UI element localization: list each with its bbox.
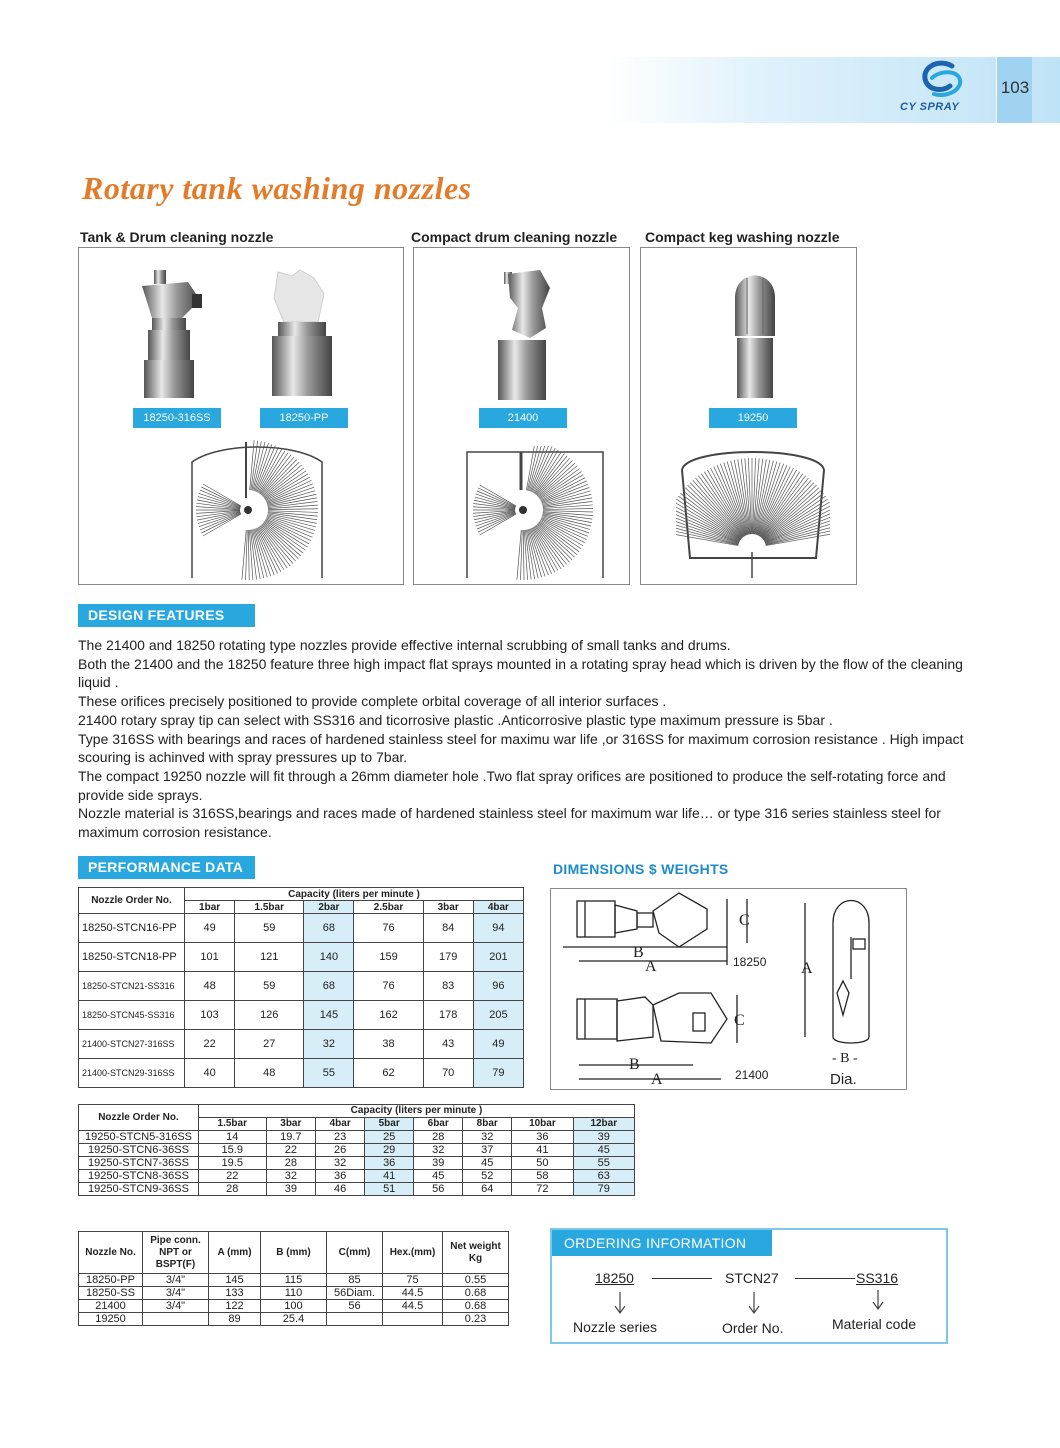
page-number: 103 bbox=[1000, 78, 1030, 97]
dim-label-b-18250: B bbox=[633, 944, 644, 961]
product-col1-title: Tank & Drum cleaning nozzle bbox=[80, 229, 274, 245]
capacity-value: 121 bbox=[235, 943, 304, 972]
t3-header: Net weight Kg bbox=[443, 1232, 509, 1274]
dimension-value: 25.4 bbox=[261, 1313, 327, 1326]
spray-ray bbox=[537, 524, 572, 560]
page-title: Rotary tank washing nozzles bbox=[82, 170, 472, 206]
capacity-value: 84 bbox=[423, 914, 473, 943]
dimension-value bbox=[327, 1313, 383, 1326]
t3-header: B (mm) bbox=[261, 1232, 327, 1274]
capacity-value: 32 bbox=[304, 1030, 354, 1059]
t3-header: Hex.(mm) bbox=[383, 1232, 443, 1274]
capacity-value: 32 bbox=[414, 1144, 463, 1157]
capacity-value: 94 bbox=[473, 914, 523, 943]
capacity-value: 32 bbox=[266, 1170, 316, 1183]
dim-label-21400: 21400 bbox=[735, 1068, 769, 1082]
dimensions-weights-table bbox=[78, 1231, 509, 1326]
dimension-value: 44.5 bbox=[383, 1300, 443, 1313]
capacity-value: 68 bbox=[304, 914, 354, 943]
t2-pressure: 4bar bbox=[316, 1118, 365, 1131]
table-row bbox=[79, 1313, 509, 1326]
capacity-value: 49 bbox=[473, 1030, 523, 1059]
dimension-value: 75 bbox=[383, 1274, 443, 1287]
spray-ray bbox=[758, 468, 793, 535]
capacity-value: 68 bbox=[304, 972, 354, 1001]
spray-ray bbox=[763, 490, 821, 539]
dim-label-a-19250: A bbox=[801, 960, 813, 977]
spray-ray bbox=[478, 488, 516, 507]
capacity-value: 76 bbox=[354, 914, 423, 943]
nozzle-order-no: 19250-STCN7-36SS bbox=[79, 1157, 199, 1170]
capacity-value: 36 bbox=[365, 1157, 414, 1170]
capacity-value: 43 bbox=[423, 1030, 473, 1059]
capacity-value: 25 bbox=[365, 1131, 414, 1144]
capacity-value: 41 bbox=[512, 1144, 573, 1157]
performance-table-1 bbox=[78, 887, 524, 1088]
spray-ray bbox=[255, 529, 271, 576]
capacity-value: 72 bbox=[512, 1183, 573, 1196]
capacity-value: 22 bbox=[185, 1030, 235, 1059]
dimension-value: 3/4" bbox=[143, 1287, 209, 1300]
table-row bbox=[79, 1059, 524, 1088]
dim-label-a-21400: A bbox=[651, 1071, 663, 1088]
table-row bbox=[79, 1183, 635, 1196]
dimension-drawings bbox=[551, 889, 906, 1089]
capacity-value: 45 bbox=[463, 1157, 512, 1170]
t1-pressure: 3bar bbox=[423, 901, 473, 914]
nozzle-order-no: 18250-STCN21-SS316 bbox=[79, 972, 185, 1001]
dimension-value: 56 bbox=[327, 1300, 383, 1313]
dimension-value: 0.23 bbox=[443, 1313, 509, 1326]
dim-label-dia: Dia. bbox=[830, 1071, 857, 1088]
t1-pressure: 2bar bbox=[304, 901, 354, 914]
capacity-value: 103 bbox=[185, 1001, 235, 1030]
spray-ray bbox=[523, 530, 524, 580]
capacity-value: 58 bbox=[512, 1170, 573, 1183]
t3-header: Nozzle No. bbox=[79, 1232, 143, 1274]
t1-pressure: 1.5bar bbox=[235, 901, 304, 914]
dimension-value: 85 bbox=[327, 1274, 383, 1287]
capacity-value: 15.9 bbox=[199, 1144, 267, 1157]
capacity-value: 59 bbox=[235, 972, 304, 1001]
capacity-value: 76 bbox=[354, 972, 423, 1001]
nozzle-order-no: 21400-STCN29-316SS bbox=[79, 1059, 185, 1088]
t3-header: C(mm) bbox=[327, 1232, 383, 1274]
arrow-down-icon bbox=[610, 1290, 630, 1316]
capacity-value: 63 bbox=[573, 1170, 634, 1183]
t1-pressure: 1bar bbox=[185, 901, 235, 914]
design-line: Nozzle material is 316SS,bearings and races made of hardened stainless steel for maximum war life… or type 316 series stainless steel for maximum corrosion resistance. bbox=[78, 805, 941, 841]
dimension-value: 0.68 bbox=[443, 1287, 509, 1300]
nozzle-order-no: 18250-STCN45-SS316 bbox=[79, 1001, 185, 1030]
tank-spray-diagram-1 bbox=[190, 438, 324, 580]
label-18250-pp: 18250-PP bbox=[260, 408, 348, 428]
capacity-value: 19.5 bbox=[199, 1157, 267, 1170]
order-connector-line bbox=[652, 1278, 712, 1279]
capacity-value: 205 bbox=[473, 1001, 523, 1030]
order-label-material: Material code bbox=[832, 1316, 917, 1332]
spray-ray bbox=[267, 487, 314, 503]
capacity-value: 83 bbox=[423, 972, 473, 1001]
capacity-value: 41 bbox=[365, 1170, 414, 1183]
capacity-value: 40 bbox=[185, 1059, 235, 1088]
order-label-number: Order No. bbox=[722, 1320, 784, 1336]
table-row bbox=[79, 972, 524, 1001]
spray-ray bbox=[476, 513, 516, 527]
capacity-value: 50 bbox=[512, 1157, 573, 1170]
capacity-value: 201 bbox=[473, 943, 523, 972]
dimension-value: 133 bbox=[209, 1287, 261, 1300]
spray-ray bbox=[543, 511, 593, 512]
capacity-value: 48 bbox=[235, 1059, 304, 1088]
capacity-value: 28 bbox=[266, 1157, 316, 1170]
dim-label-c-18250: C bbox=[739, 912, 750, 929]
order-code-series: 18250 bbox=[595, 1270, 634, 1286]
nozzle-21400-photo bbox=[490, 268, 560, 403]
spray-ray bbox=[201, 487, 240, 506]
capacity-value: 96 bbox=[473, 972, 523, 1001]
capacity-value: 55 bbox=[573, 1157, 634, 1170]
nozzle-order-no: 19250-STCN8-36SS bbox=[79, 1170, 199, 1183]
capacity-value: 22 bbox=[199, 1170, 267, 1183]
t1-capacity-label: Capacity (liters per minute ) bbox=[185, 888, 524, 901]
capacity-value: 52 bbox=[463, 1170, 512, 1183]
t2-col-nozzle: Nozzle Order No. bbox=[79, 1105, 199, 1131]
capacity-value: 62 bbox=[354, 1059, 423, 1088]
capacity-value: 101 bbox=[185, 943, 235, 972]
capacity-value: 64 bbox=[463, 1183, 512, 1196]
spray-ray bbox=[529, 446, 545, 491]
label-21400: 21400 bbox=[479, 408, 567, 428]
capacity-value: 178 bbox=[423, 1001, 473, 1030]
t1-pressure: 4bar bbox=[473, 901, 523, 914]
capacity-value: 179 bbox=[423, 943, 473, 972]
spray-ray bbox=[267, 517, 314, 534]
t2-pressure: 5bar bbox=[365, 1118, 414, 1131]
tank-spray-diagram-2 bbox=[465, 446, 605, 580]
performance-table-2 bbox=[78, 1104, 635, 1196]
ordering-info-heading: ORDERING INFORMATION bbox=[552, 1230, 772, 1256]
dimension-value: 89 bbox=[209, 1313, 261, 1326]
capacity-value: 49 bbox=[185, 914, 235, 943]
capacity-value: 19.7 bbox=[266, 1131, 316, 1144]
table-row bbox=[79, 1274, 509, 1287]
design-line: These orifices precisely positioned to provide complete orbital coverage of all interior surfaces . bbox=[78, 693, 667, 710]
capacity-value: 39 bbox=[414, 1157, 463, 1170]
t2-pressure: 1.5bar bbox=[199, 1118, 267, 1131]
brand-name: CY SPRAY bbox=[900, 101, 960, 113]
spray-ray bbox=[480, 485, 516, 506]
arrow-down-icon bbox=[744, 1290, 764, 1316]
capacity-value: 126 bbox=[235, 1001, 304, 1030]
capacity-value: 55 bbox=[304, 1059, 354, 1088]
table-row bbox=[79, 1131, 635, 1144]
dimension-value: 0.55 bbox=[443, 1274, 509, 1287]
t1-col-nozzle: Nozzle Order No. bbox=[79, 888, 185, 914]
dimension-value: 115 bbox=[261, 1274, 327, 1287]
capacity-value: 28 bbox=[199, 1183, 267, 1196]
table-row bbox=[79, 943, 524, 972]
dimension-value: 18250-SS bbox=[79, 1287, 143, 1300]
nozzle-order-no: 19250-STCN5-316SS bbox=[79, 1131, 199, 1144]
t2-pressure: 6bar bbox=[414, 1118, 463, 1131]
spray-ray bbox=[255, 444, 272, 491]
dimension-value: 56Diam. bbox=[327, 1287, 383, 1300]
t2-pressure: 8bar bbox=[463, 1118, 512, 1131]
dim-label-18250: 18250 bbox=[733, 955, 767, 969]
capacity-value: 23 bbox=[316, 1131, 365, 1144]
order-label-series: Nozzle series bbox=[573, 1319, 658, 1335]
nozzle-18250-ss-photo bbox=[130, 268, 210, 403]
product-col3-title: Compact keg washing nozzle bbox=[645, 229, 840, 245]
header-band bbox=[606, 57, 1060, 123]
dimensions-heading: DIMENSIONS $ WEIGHTS bbox=[553, 861, 729, 877]
dim-label-b-19250: - B - bbox=[832, 1051, 858, 1066]
design-features-text bbox=[78, 636, 978, 842]
spray-ray bbox=[543, 508, 593, 509]
tank-spray-diagram-3 bbox=[676, 440, 830, 580]
table-row bbox=[79, 1287, 509, 1300]
table-row bbox=[79, 1144, 635, 1157]
t3-header: Pipe conn. NPT or BSPT(F) bbox=[143, 1232, 209, 1274]
dimension-value: 100 bbox=[261, 1300, 327, 1313]
label-18250-316ss: 18250-316SS bbox=[133, 408, 221, 428]
nozzle-19250-photo bbox=[727, 268, 783, 403]
label-19250: 19250 bbox=[709, 408, 797, 428]
capacity-value: 48 bbox=[185, 972, 235, 1001]
product-col2-title: Compact drum cleaning nozzle bbox=[411, 229, 618, 245]
t2-pressure: 12bar bbox=[573, 1118, 634, 1131]
performance-data-heading: PERFORMANCE DATA bbox=[78, 856, 255, 879]
design-line: The 21400 and 18250 rotating type nozzles provide effective internal scrubbing of small tanks and drums. bbox=[78, 637, 731, 653]
order-code-number: STCN27 bbox=[725, 1270, 779, 1286]
capacity-value: 27 bbox=[235, 1030, 304, 1059]
dimension-value: 44.5 bbox=[383, 1287, 443, 1300]
dimension-value: 18250-PP bbox=[79, 1274, 143, 1287]
capacity-value: 32 bbox=[463, 1131, 512, 1144]
capacity-value: 14 bbox=[199, 1131, 267, 1144]
capacity-value: 79 bbox=[573, 1183, 634, 1196]
spray-ray bbox=[683, 490, 741, 539]
dimension-value: 19250 bbox=[79, 1313, 143, 1326]
dimension-value: 0.68 bbox=[443, 1300, 509, 1313]
nozzle-order-no: 18250-STCN16-PP bbox=[79, 914, 185, 943]
spray-ray bbox=[478, 514, 516, 533]
spray-ray bbox=[761, 478, 809, 537]
nozzle-order-no: 18250-STCN18-PP bbox=[79, 943, 185, 972]
dimension-value: 3/4" bbox=[143, 1300, 209, 1313]
nozzle-order-no: 21400-STCN27-316SS bbox=[79, 1030, 185, 1059]
capacity-value: 39 bbox=[266, 1183, 316, 1196]
capacity-value: 56 bbox=[414, 1183, 463, 1196]
nozzle-order-no: 19250-STCN6-36SS bbox=[79, 1144, 199, 1157]
capacity-value: 26 bbox=[316, 1144, 365, 1157]
order-connector-line bbox=[795, 1278, 855, 1279]
spray-ray bbox=[201, 514, 240, 533]
design-line: Both the 21400 and the 18250 feature three high impact flat sprays mounted in a rotating spray head which is driven by the flow of the cleaning liquid . bbox=[78, 655, 963, 691]
nozzle-18250-pp-photo bbox=[262, 268, 342, 403]
capacity-value: 37 bbox=[463, 1144, 512, 1157]
order-code-material: SS316 bbox=[856, 1270, 899, 1286]
t2-pressure: 10bar bbox=[512, 1118, 573, 1131]
design-features-heading: DESIGN FEATURES bbox=[78, 604, 255, 627]
capacity-value: 162 bbox=[354, 1001, 423, 1030]
dim-label-b-21400: B bbox=[629, 1056, 640, 1073]
spray-ray bbox=[529, 529, 545, 576]
spray-ray bbox=[476, 494, 516, 508]
spray-ray bbox=[248, 530, 249, 580]
capacity-value: 39 bbox=[573, 1131, 634, 1144]
capacity-value: 51 bbox=[365, 1183, 414, 1196]
table-row bbox=[79, 1300, 509, 1313]
dimension-value bbox=[383, 1313, 443, 1326]
spray-ray bbox=[480, 514, 516, 535]
spray-ray bbox=[711, 468, 746, 535]
table-row bbox=[79, 914, 524, 943]
spray-ray bbox=[542, 517, 589, 533]
capacity-value: 70 bbox=[423, 1059, 473, 1088]
capacity-value: 36 bbox=[316, 1170, 365, 1183]
cy-spray-logo-icon bbox=[918, 60, 966, 100]
t2-capacity-label: Capacity (liters per minute ) bbox=[199, 1105, 635, 1118]
capacity-value: 28 bbox=[414, 1131, 463, 1144]
table-row bbox=[79, 1157, 635, 1170]
dimension-value: 122 bbox=[209, 1300, 261, 1313]
spray-ray bbox=[696, 478, 744, 537]
capacity-value: 140 bbox=[304, 943, 354, 972]
dim-label-a-18250: A bbox=[645, 958, 657, 975]
capacity-value: 79 bbox=[473, 1059, 523, 1088]
table-row bbox=[79, 1001, 524, 1030]
arrow-down-icon bbox=[868, 1288, 888, 1314]
nozzle-order-no: 19250-STCN9-36SS bbox=[79, 1183, 199, 1196]
dimension-value: 21400 bbox=[79, 1300, 143, 1313]
table-row bbox=[79, 1170, 635, 1183]
dimension-value bbox=[143, 1313, 209, 1326]
dimension-value: 110 bbox=[261, 1287, 327, 1300]
t2-pressure: 3bar bbox=[266, 1118, 316, 1131]
capacity-value: 22 bbox=[266, 1144, 316, 1157]
capacity-value: 45 bbox=[573, 1144, 634, 1157]
spray-ray bbox=[537, 461, 572, 496]
table-row bbox=[79, 1030, 524, 1059]
capacity-value: 45 bbox=[414, 1170, 463, 1183]
dimension-value: 3/4" bbox=[143, 1274, 209, 1287]
t3-header: A (mm) bbox=[209, 1232, 261, 1274]
spray-ray bbox=[199, 493, 241, 507]
t1-pressure: 2.5bar bbox=[354, 901, 423, 914]
spray-ray bbox=[268, 509, 318, 510]
capacity-value: 36 bbox=[512, 1131, 573, 1144]
spray-ray bbox=[542, 487, 589, 503]
capacity-value: 29 bbox=[365, 1144, 414, 1157]
spray-ray bbox=[199, 513, 241, 527]
dimension-value: 145 bbox=[209, 1274, 261, 1287]
dim-label-c-21400: C bbox=[734, 1012, 745, 1029]
capacity-value: 32 bbox=[316, 1157, 365, 1170]
capacity-value: 46 bbox=[316, 1183, 365, 1196]
capacity-value: 38 bbox=[354, 1030, 423, 1059]
capacity-value: 159 bbox=[354, 943, 423, 972]
capacity-value: 145 bbox=[304, 1001, 354, 1030]
design-line: The compact 19250 nozzle will fit through a 26mm diameter hole .Two flat spray orifices are positioned to produce the self-rotating force and provide side sprays. bbox=[78, 767, 946, 803]
capacity-value: 59 bbox=[235, 914, 304, 943]
design-line: 21400 rotary spray tip can select with SS316 and ticorrosive plastic .Anticorrosive plastic type maximum pressure is 5bar . bbox=[78, 711, 833, 728]
design-line: Type 316SS with bearings and races of hardened stainless steel for maximu war life ,or 316SS for maximum corrosion resistance . High impact scouring is achinved with spray pressures up to 7bar. bbox=[78, 730, 964, 766]
